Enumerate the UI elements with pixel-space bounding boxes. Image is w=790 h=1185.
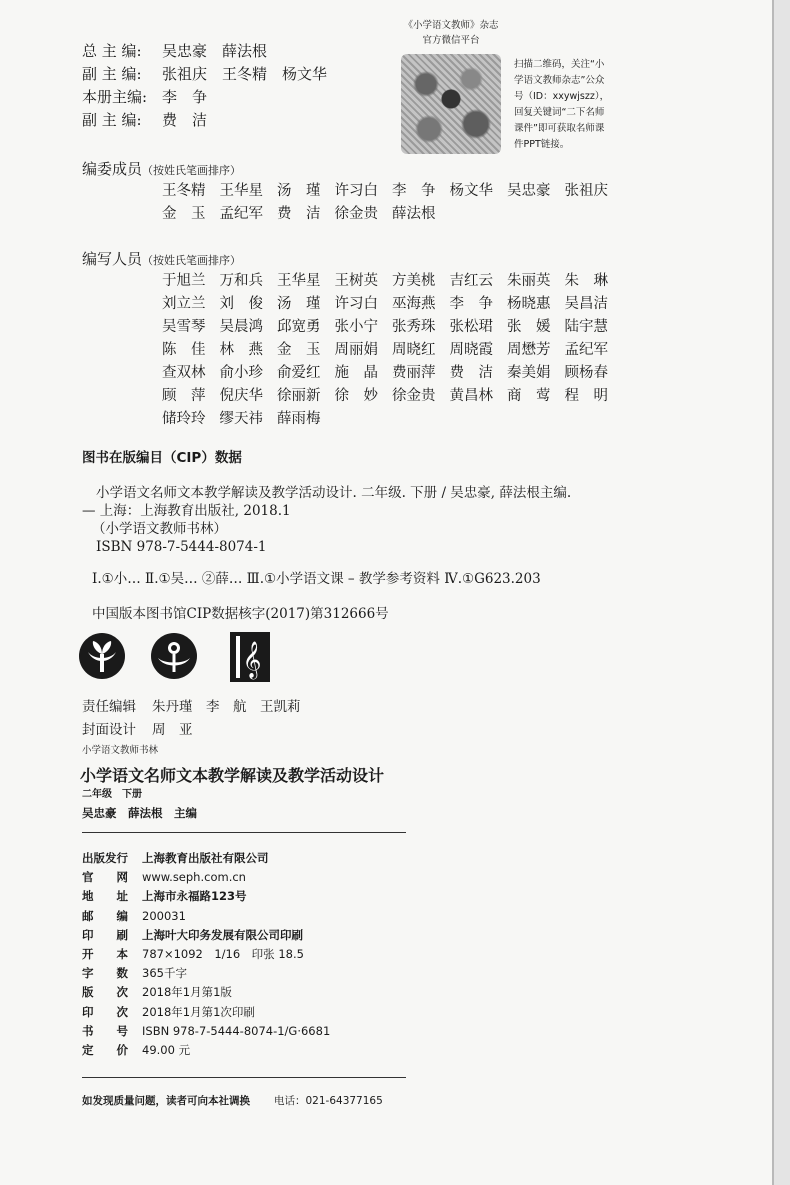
pub-value: 2018年1月第1版 [142, 985, 232, 1000]
divider [82, 1077, 406, 1078]
writer-name: 方美桃 [392, 273, 436, 289]
qr-caption-line2: 官方微信平台 [422, 35, 480, 46]
pub-key: 邮 编 [82, 908, 128, 923]
staff-names: 周 亚 [152, 722, 193, 738]
writer-name: 李 争 [449, 296, 493, 312]
pub-row [82, 887, 330, 906]
name-row [162, 293, 622, 316]
publisher-logo-sprout-icon [78, 632, 126, 680]
writer-name: 汤 瑾 [277, 296, 321, 312]
publisher-logo-flower-icon [150, 632, 198, 680]
writer-name: 黄昌林 [449, 388, 493, 404]
writer-name: 徐金贵 [392, 388, 436, 404]
writer-name: 倪庆华 [219, 388, 263, 404]
writer-name: 费 洁 [449, 365, 493, 381]
member-name: 王华星 [219, 183, 263, 199]
editor-role: 总 主 编: [82, 42, 142, 60]
member-name: 许习白 [334, 183, 378, 199]
name-row [162, 408, 622, 431]
writer-name: 王华星 [277, 273, 321, 289]
writer-name: 周晓红 [392, 342, 436, 358]
name-row [162, 339, 622, 362]
writer-name: 程 明 [564, 388, 608, 404]
pub-value: 上海叶大印务发展有限公司印刷 [142, 927, 303, 942]
pub-row [82, 868, 330, 887]
writers-title: 编写人员 [82, 250, 143, 268]
pub-key: 地 址 [82, 889, 128, 904]
contact-phone: 电话：021-64377165 [274, 1095, 383, 1107]
editor-names: 李 争 [162, 88, 208, 106]
cip-classification: Ⅰ.①小… Ⅱ.①吴… ②薛… Ⅲ.①小学语文课 – 教学参考资料 Ⅳ.①G623.203 [92, 571, 541, 587]
pub-key: 字 数 [82, 966, 128, 981]
name-row [162, 203, 622, 226]
svg-text:𝄞: 𝄞 [242, 640, 262, 678]
pub-key: 书 号 [82, 1023, 128, 1038]
member-name: 李 争 [392, 183, 436, 199]
pub-row [82, 964, 330, 983]
committee-names [162, 180, 622, 226]
pub-row [82, 1041, 330, 1060]
pub-row [82, 926, 330, 945]
writer-name: 刘 俊 [219, 296, 263, 312]
qr-note-line: 扫描二维码，关注“小 [514, 59, 605, 70]
cip-title: 图书在版编目（CIP）数据 [82, 450, 242, 466]
writer-name: 费丽萍 [392, 365, 436, 381]
cip-line4: ISBN 978-7-5444-8074-1 [96, 539, 267, 555]
pub-row [82, 907, 330, 926]
writers-heading [82, 248, 241, 269]
pub-key: 开 本 [82, 947, 128, 962]
member-name: 汤 瑾 [277, 183, 321, 199]
writer-name: 金 玉 [277, 342, 321, 358]
name-row [162, 385, 622, 408]
qr-note-line: 件PPT链接。 [514, 139, 570, 150]
pub-value: 49.00 元 [142, 1043, 191, 1058]
writers-subtitle: （按姓氏笔画排序） [142, 254, 242, 267]
writer-name: 陈 佳 [162, 342, 206, 358]
writer-name: 杨晓惠 [507, 296, 551, 312]
member-name: 费 洁 [277, 206, 321, 222]
writer-name: 刘立兰 [162, 296, 206, 312]
pub-value: 365千字 [142, 966, 187, 981]
writer-name: 顾 萍 [162, 388, 206, 404]
committee-title: 编委成员 [82, 160, 143, 178]
pub-row [82, 983, 330, 1002]
series-name: 小学语文教师书林 [82, 745, 159, 756]
editor-row [82, 109, 327, 132]
writer-name: 张 媛 [507, 319, 551, 335]
pub-row [82, 945, 330, 964]
responsible-editor-row [82, 695, 301, 715]
music-clef-logo-icon [230, 632, 270, 682]
cip-line3: （小学语文教师书林） [92, 521, 227, 537]
writer-name: 顾杨春 [564, 365, 608, 381]
pub-value: ISBN 978-7-5444-8074-1/G·6681 [142, 1023, 331, 1038]
editor-row [82, 40, 327, 63]
writer-name: 林 燕 [219, 342, 263, 358]
editor-row [82, 63, 327, 86]
editor-names: 吴忠豪 薛法根 [162, 42, 268, 60]
pub-row [82, 1003, 330, 1022]
writer-name: 缪天祎 [219, 411, 263, 427]
committee-heading [82, 158, 241, 179]
writer-name: 查双林 [162, 365, 206, 381]
writer-name: 邱宽勇 [277, 319, 321, 335]
writer-name: 徐 妙 [334, 388, 378, 404]
member-name: 徐金贵 [334, 206, 378, 222]
name-row [162, 362, 622, 385]
pub-key: 印 刷 [82, 927, 128, 942]
cover-design-row [82, 718, 193, 738]
writer-name: 俞爱红 [277, 365, 321, 381]
member-name: 吴忠豪 [507, 183, 551, 199]
committee-subtitle: （按姓氏笔画排序） [142, 164, 242, 177]
member-name: 金 玉 [162, 206, 206, 222]
writers-names [162, 270, 622, 431]
name-row [162, 316, 622, 339]
pub-value: 787×1092 1/16 印张 18.5 [142, 947, 304, 962]
writer-name: 孟纪军 [564, 342, 608, 358]
editor-role: 本册主编: [82, 88, 148, 106]
writer-name: 俞小珍 [219, 365, 263, 381]
qr-note-line: 课件”即可获取名师课 [514, 123, 605, 134]
writer-name: 吉红云 [449, 273, 493, 289]
writer-name: 徐丽新 [277, 388, 321, 404]
writer-name: 储玲玲 [162, 411, 206, 427]
member-name: 杨文华 [449, 183, 493, 199]
editor-row [82, 86, 327, 109]
pub-row [82, 849, 330, 868]
editor-role: 副 主 编: [82, 65, 142, 83]
wechat-qr-block [396, 18, 506, 154]
pub-key: 印 次 [82, 1004, 128, 1019]
qr-note [514, 57, 640, 153]
writer-name: 张秀珠 [392, 319, 436, 335]
writer-name: 吴雪琴 [162, 319, 206, 335]
writer-name: 施 晶 [334, 365, 378, 381]
writer-name: 周晓霞 [449, 342, 493, 358]
editor-names: 张祖庆 王冬精 杨文华 [162, 65, 328, 83]
book-authors: 吴忠豪 薛法根 主编 [82, 806, 197, 820]
writer-name: 张小宁 [334, 319, 378, 335]
qr-code-icon[interactable] [401, 54, 501, 154]
writer-name: 于旭兰 [162, 273, 206, 289]
book-title: 小学语文名师文本教学解读及教学活动设计 [80, 766, 385, 785]
member-name: 王冬精 [162, 183, 206, 199]
staff-label: 封面设计 [82, 722, 136, 738]
writer-name: 巫海燕 [392, 296, 436, 312]
editor-names: 费 洁 [162, 111, 208, 129]
publication-details [82, 849, 330, 1060]
footer-notice [82, 1093, 383, 1108]
pub-key: 版 次 [82, 985, 128, 1000]
cip-line1: 小学语文名师文本教学解读及教学活动设计. 二年级. 下册 / 吴忠豪, 薛法根主编. [96, 485, 572, 501]
writer-name: 周丽娟 [334, 342, 378, 358]
pub-value: 2018年1月第1次印刷 [142, 1004, 255, 1019]
editors-list [82, 40, 327, 132]
pub-key: 定 价 [82, 1043, 128, 1058]
writer-name: 万和兵 [219, 273, 263, 289]
writer-name: 秦美娟 [507, 365, 551, 381]
member-name: 孟纪军 [219, 206, 263, 222]
writer-name: 吴晨鸿 [219, 319, 263, 335]
qr-note-line: 号（ID：xxywjszz）， [514, 91, 610, 102]
writer-name: 许习白 [334, 296, 378, 312]
writer-name: 周懋芳 [507, 342, 551, 358]
editor-role: 副 主 编: [82, 111, 142, 129]
name-row [162, 270, 622, 293]
pub-key: 官 网 [82, 870, 128, 885]
quality-notice: 如发现质量问题，读者可向本社调换 [82, 1095, 250, 1107]
cip-line2: — 上海：上海教育出版社, 2018.1 [82, 503, 291, 519]
writer-name: 王树英 [334, 273, 378, 289]
qr-note-line: 学语文教师杂志”公众 [514, 75, 605, 86]
writer-name: 张松珺 [449, 319, 493, 335]
cip-record: 中国版本图书馆CIP数据核字(2017)第312666号 [92, 606, 389, 622]
writer-name: 薛雨梅 [277, 411, 321, 427]
pub-value: 上海市永福路123号 [142, 889, 247, 904]
page-spine-line [772, 0, 774, 1185]
qr-caption-line1: 《小学语文教师》杂志 [403, 20, 499, 31]
staff-names: 朱丹瑾 李 航 王凯莉 [152, 699, 301, 715]
pub-value: www.seph.com.cn [142, 870, 246, 885]
divider [82, 832, 406, 833]
pub-value: 上海教育出版社有限公司 [142, 851, 269, 865]
writer-name: 吴昌洁 [564, 296, 608, 312]
staff-label: 责任编辑 [82, 699, 136, 715]
name-row [162, 180, 622, 203]
writer-name: 朱丽英 [507, 273, 551, 289]
writer-name: 陆宇慧 [564, 319, 608, 335]
pub-row [82, 1022, 330, 1041]
pub-value: 200031 [142, 908, 186, 923]
member-name: 薛法根 [392, 206, 436, 222]
qr-note-line: 回复关键词“二下名师 [514, 107, 605, 118]
writer-name: 朱 琳 [564, 273, 608, 289]
member-name: 张祖庆 [564, 183, 608, 199]
grade-volume: 二年级 下册 [82, 789, 142, 800]
writer-name: 商 莺 [507, 388, 551, 404]
page-spine-shade [774, 0, 790, 1185]
pub-key: 出版发行 [82, 851, 128, 865]
